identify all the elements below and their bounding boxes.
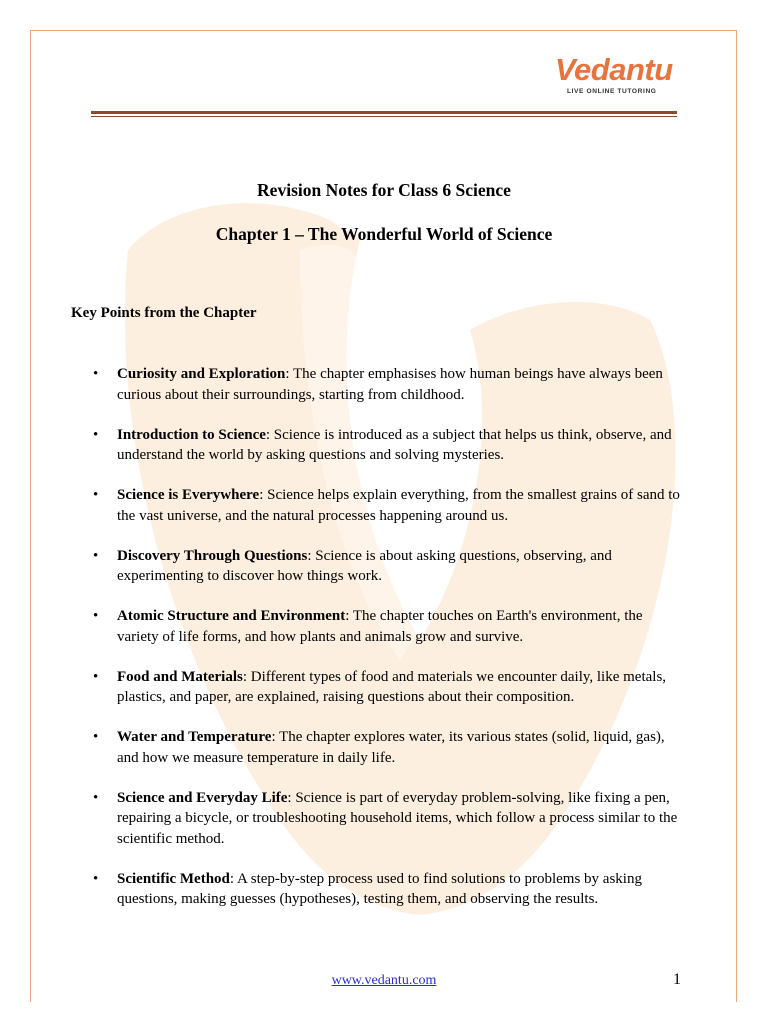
list-item — [117, 727, 687, 768]
point-term: Curiosity and Exploration — [117, 366, 286, 382]
point-term: Food and Materials — [117, 668, 243, 685]
point-term: Science and Everyday Life — [117, 789, 288, 806]
list-item — [117, 485, 687, 526]
point-text: : Different types of food and materials we encounter daily, like metals, plastics, and paper, are explained, raising questions about their composition. — [117, 668, 667, 705]
list-item — [117, 788, 687, 850]
point-text: : The chapter touches on Earth's environment, the variety of life forms, and how plants and animals grow and survive. — [117, 608, 643, 645]
page-title: Revision Notes for Class 6 Science — [257, 180, 511, 200]
point-term: Science is Everywhere — [117, 487, 260, 503]
list-item — [117, 425, 687, 466]
footer-website-link[interactable]: www.vedantu.com — [331, 973, 437, 988]
point-term: Discovery Through Questions — [117, 547, 308, 564]
chapter-title: Chapter 1 – The Wonderful World of Science — [215, 224, 553, 244]
list-item — [117, 869, 687, 910]
header-rule-thin — [91, 116, 677, 117]
point-term: Scientific Method — [117, 870, 230, 887]
section-heading: Key Points from the Chapter — [71, 305, 257, 321]
point-text: : A step-by-step process used to find solutions to problems by asking questions, making guesses (hypotheses), testing them, and observing the results. — [117, 870, 642, 907]
list-item — [117, 606, 687, 647]
point-term: Atomic Structure and Environment — [117, 608, 346, 624]
key-points-list — [117, 364, 687, 929]
list-item — [117, 364, 687, 405]
point-text: : The chapter explores water, its various states (solid, liquid, gas), and how we measure temperature in daily life. — [117, 729, 665, 766]
point-text: : The chapter emphasises how human beings have always been curious about their surroundings, starting from childhood. — [117, 366, 663, 403]
logo-tagline: LIVE ONLINE TUTORING — [567, 88, 657, 95]
point-term: Water and Temperature — [117, 729, 272, 745]
list-item — [117, 546, 687, 587]
point-term: Introduction to Science — [117, 426, 266, 443]
point-text: : Science is about asking questions, observing, and experimenting to discover how things work. — [117, 547, 612, 584]
point-text: : Science is introduced as a subject that helps us think, observe, and understand the world by asking questions and solving mysteries. — [117, 426, 672, 463]
logo-wordmark: Vedantu — [555, 52, 673, 87]
point-text: : Science is part of everyday problem-solving, like fixing a pen, repairing a bicycle, or troubleshooting household items, which follow a process similar to the scientific method. — [117, 789, 678, 847]
header-rule-thick — [91, 111, 677, 114]
point-text: : Science helps explain everything, from the smallest grains of sand to the vast universe, and the natural processes happening around us. — [117, 487, 680, 524]
list-item — [117, 667, 687, 708]
page-number: 1 — [673, 971, 681, 988]
vedantu-logo — [555, 52, 680, 102]
